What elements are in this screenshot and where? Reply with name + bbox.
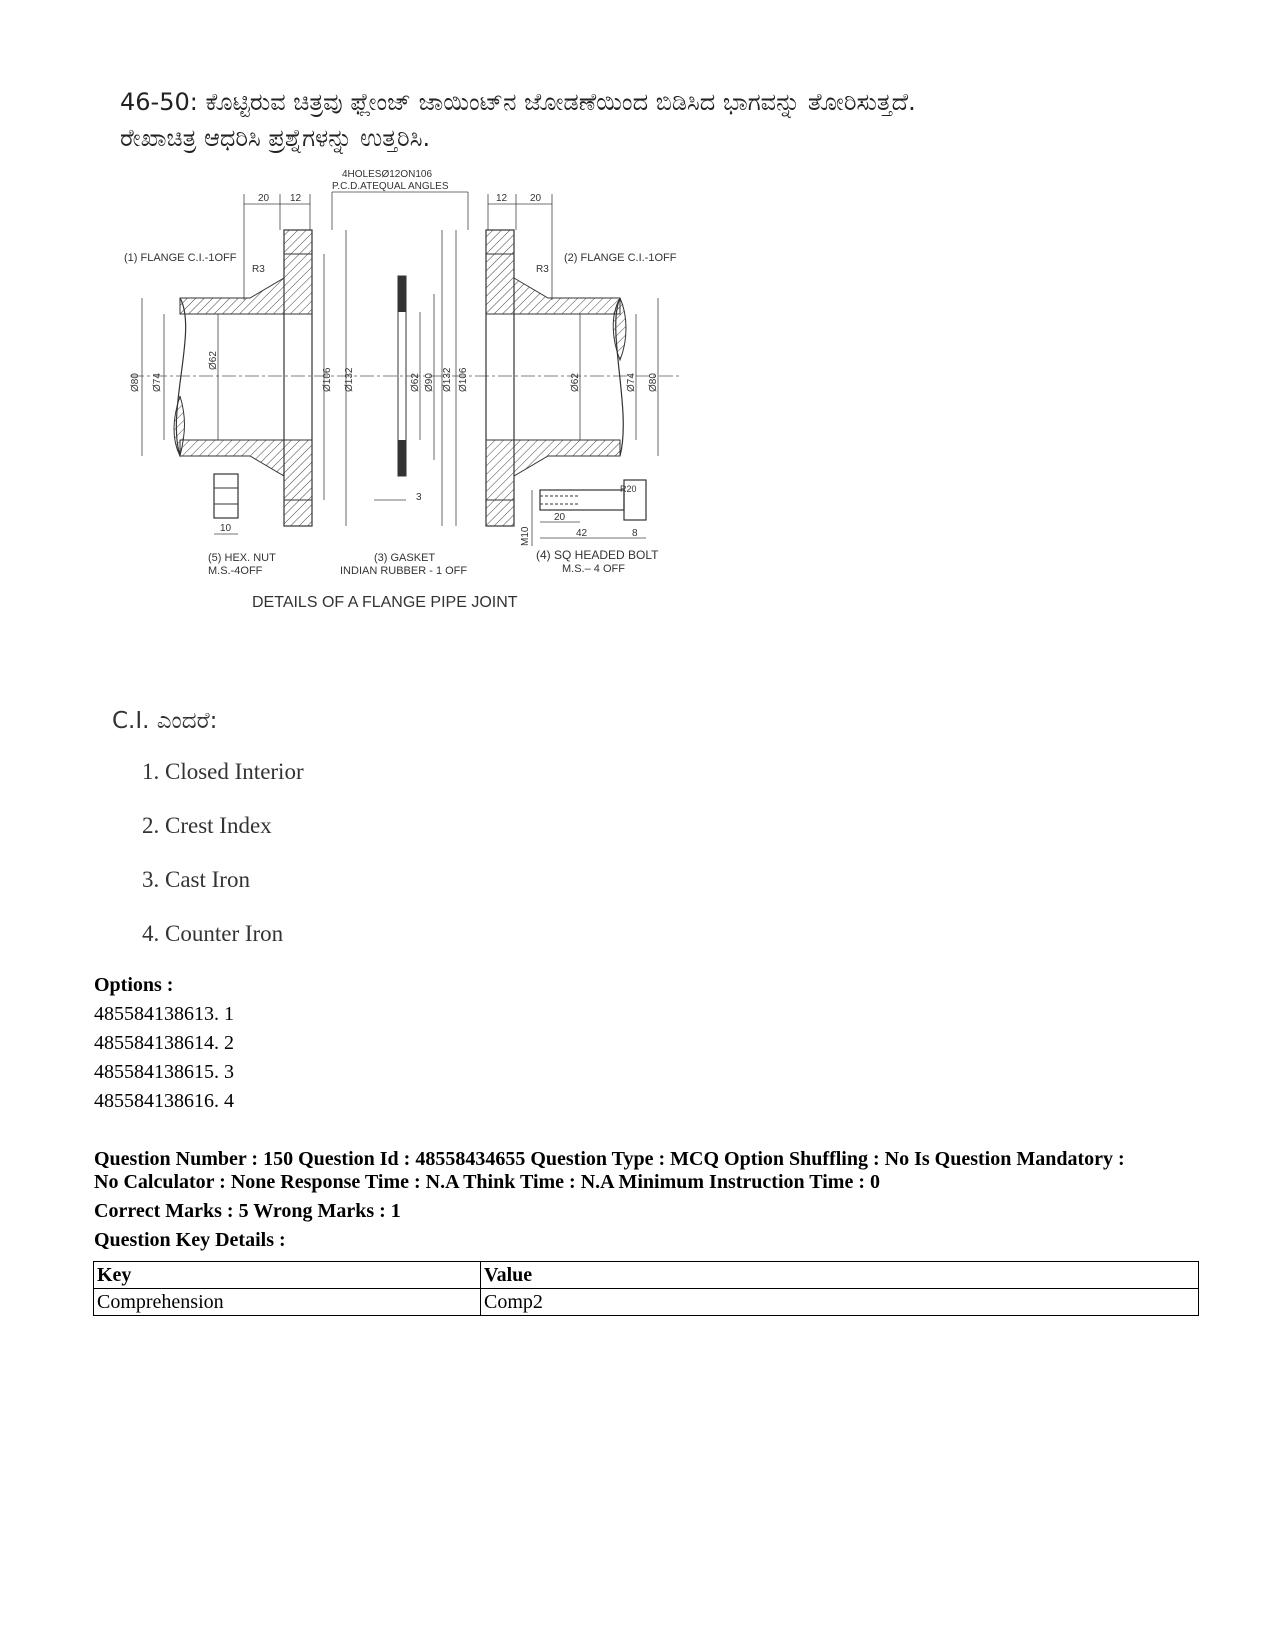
question-group-header: [120, 84, 1220, 156]
option-item: 485584138615. 3: [94, 1061, 234, 1083]
d106-left: Ø106: [322, 367, 333, 392]
flange-1-label: (1) FLANGE C.I.-1OFF: [124, 252, 237, 264]
bolt-m10: M10: [520, 526, 531, 546]
cell-value: Comp2: [481, 1289, 1199, 1316]
holes-note-1: 4HOLESØ12ON106: [342, 170, 433, 180]
cell-key: Comprehension: [94, 1289, 481, 1316]
question-metadata: [94, 1148, 1199, 1252]
metadata-line-2: No Calculator : None Response Time : N.A Think Time : N.A Minimum Instruction Time : 0: [94, 1171, 880, 1193]
gasket-thickness: 3: [416, 492, 422, 503]
option-item: 485584138616. 4: [94, 1090, 234, 1112]
d132-gasket: Ø132: [442, 367, 453, 392]
gasket-label-1: (3) GASKET: [374, 552, 436, 564]
option-item: 485584138614. 2: [94, 1032, 234, 1054]
dim-12-left: 12: [290, 193, 302, 204]
nut-label-1: (5) HEX. NUT: [208, 552, 276, 564]
choice-item: 1. Closed Interior: [142, 759, 304, 784]
d62-left: Ø62: [208, 351, 219, 370]
d90-gasket: Ø90: [424, 373, 435, 392]
metadata-line-1: Question Number : 150 Question Id : 48558434655 Question Type : MCQ Option Shuffling : No Is Question Mandatory :: [94, 1148, 1125, 1170]
choice-item: 4. Counter Iron: [142, 921, 284, 946]
d62-right: Ø62: [570, 373, 581, 392]
dim-20-left: 20: [258, 193, 270, 204]
flange-joint-drawing: [120, 170, 740, 650]
nut-width: 10: [220, 523, 232, 534]
nut-label-2: M.S.-4OFF: [208, 565, 263, 577]
choice-list: [142, 757, 304, 973]
d132-left: Ø132: [344, 367, 355, 392]
choice-item: 3. Cast Iron: [142, 867, 250, 892]
drawing-caption: DETAILS OF A FLANGE PIPE JOINT: [252, 594, 518, 611]
key-details-heading: Question Key Details :: [94, 1229, 286, 1251]
flange-2-label: (2) FLANGE C.I.-1OFF: [564, 252, 677, 264]
d106-right: Ø106: [458, 367, 469, 392]
table-row: [94, 1289, 1199, 1316]
bolt-8: 8: [632, 528, 638, 539]
bolt-label-1: (4) SQ HEADED BOLT: [536, 548, 659, 562]
d74-left: Ø74: [152, 373, 163, 392]
column-header-value: Value: [481, 1262, 1199, 1289]
d80-left: Ø80: [130, 373, 141, 392]
gasket-label-2: INDIAN RUBBER - 1 OFF: [340, 565, 468, 577]
d62-gasket: Ø62: [410, 373, 421, 392]
marks-line: Correct Marks : 5 Wrong Marks : 1: [94, 1200, 401, 1222]
dim-20-right: 20: [530, 193, 542, 204]
option-item: 485584138613. 1: [94, 1003, 234, 1025]
column-header-key: Key: [94, 1262, 481, 1289]
question-text: C.I. ಎಂದರೆ:: [112, 708, 218, 734]
bolt-label-2: M.S.– 4 OFF: [562, 563, 625, 575]
d74-right: Ø74: [626, 373, 637, 392]
header-line-1: 46-50: ಕೊಟ್ಟಿರುವ ಚಿತ್ರವು ಫ್ಲೇಂಜ್ ಜಾಯಿಂಟ್‌ನ ಜೋಡಣೆಯಿಂದ ಬಿಡಿಸಿದ ಭಾಗವನ್ನು ತೋರಿಸುತ್ತದೆ.: [120, 88, 916, 116]
r3-left: R3: [252, 264, 265, 275]
dim-12-right: 12: [496, 193, 508, 204]
bolt-42: 42: [576, 528, 588, 539]
options-block: [94, 970, 234, 1116]
bolt-20: 20: [554, 512, 566, 523]
holes-note-2: P.C.D.ATEQUAL ANGLES: [332, 181, 449, 192]
table-header-row: [94, 1262, 1199, 1289]
header-line-2: ರೇಖಾಚಿತ್ರ ಆಧರಿಸಿ ಪ್ರಶ್ನೆಗಳನ್ನು ಉತ್ತರಿಸಿ.: [120, 124, 431, 152]
options-title: Options :: [94, 974, 174, 996]
d80-right: Ø80: [648, 373, 659, 392]
r3-right: R3: [536, 264, 549, 275]
choice-item: 2. Crest Index: [142, 813, 272, 838]
question-key-table: [93, 1261, 1199, 1316]
bolt-r20: R20: [620, 484, 637, 494]
